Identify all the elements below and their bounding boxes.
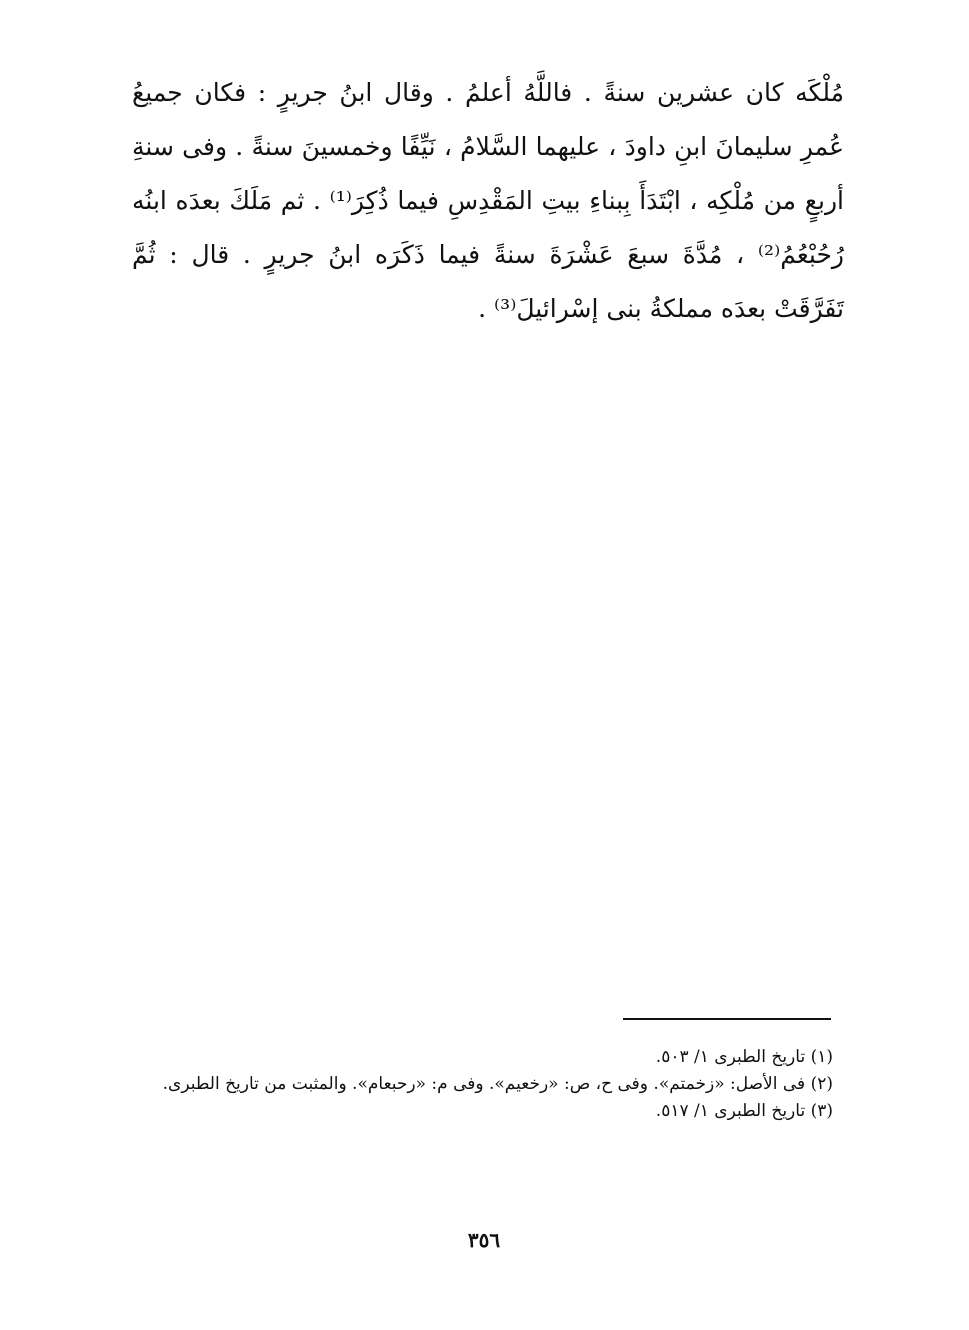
footnote-2: (٢) فى الأصل: «زخمتم». وفى ح، ص: «رخعيم». وفى م: «رحبعام». والمثبت من تاريخ الطبرى. — [162, 1074, 833, 1094]
main-paragraph: مُلْكَه كان عشرين سنةً . فاللَّهُ أعلمُ . وقال ابنُ جريرٍ : فكان جميعُ عُمرِ سليمانَ ابنِ داودَ ، عليهما السَّلامُ ، نَيِّفًا وخمسينَ سنةً . وفى سنةِ أربعٍ من مُلْكِه ، ابْتَدَأَ بِبناءِ بيتِ المَقْدِسِ فيما ذُكِرَ⁽¹⁾ . ثم مَلَكَ بعدَه ابنُه رُحُبْعُمُ⁽²⁾ ، مُدَّةَ سبعَ عَشْرَةَ سنةً فيما ذَكَرَه ابنُ جريرٍ . قال : ثُمَّ تَفَرَّقَتْ بعدَه مملكةُ بنى إسْرائيلَ⁽³⁾ . — [132, 78, 844, 323]
page-number: ٣٥٦ — [467, 1228, 501, 1252]
main-text-block — [132, 66, 844, 336]
footnote-separator — [623, 1018, 831, 1020]
footnotes-section — [118, 1044, 833, 1125]
footnote-3: (٣) تاريخ الطبرى ١/ ٥١٧. — [655, 1101, 833, 1121]
footnote-1: (١) تاريخ الطبرى ١/ ٥٠٣. — [655, 1047, 833, 1067]
